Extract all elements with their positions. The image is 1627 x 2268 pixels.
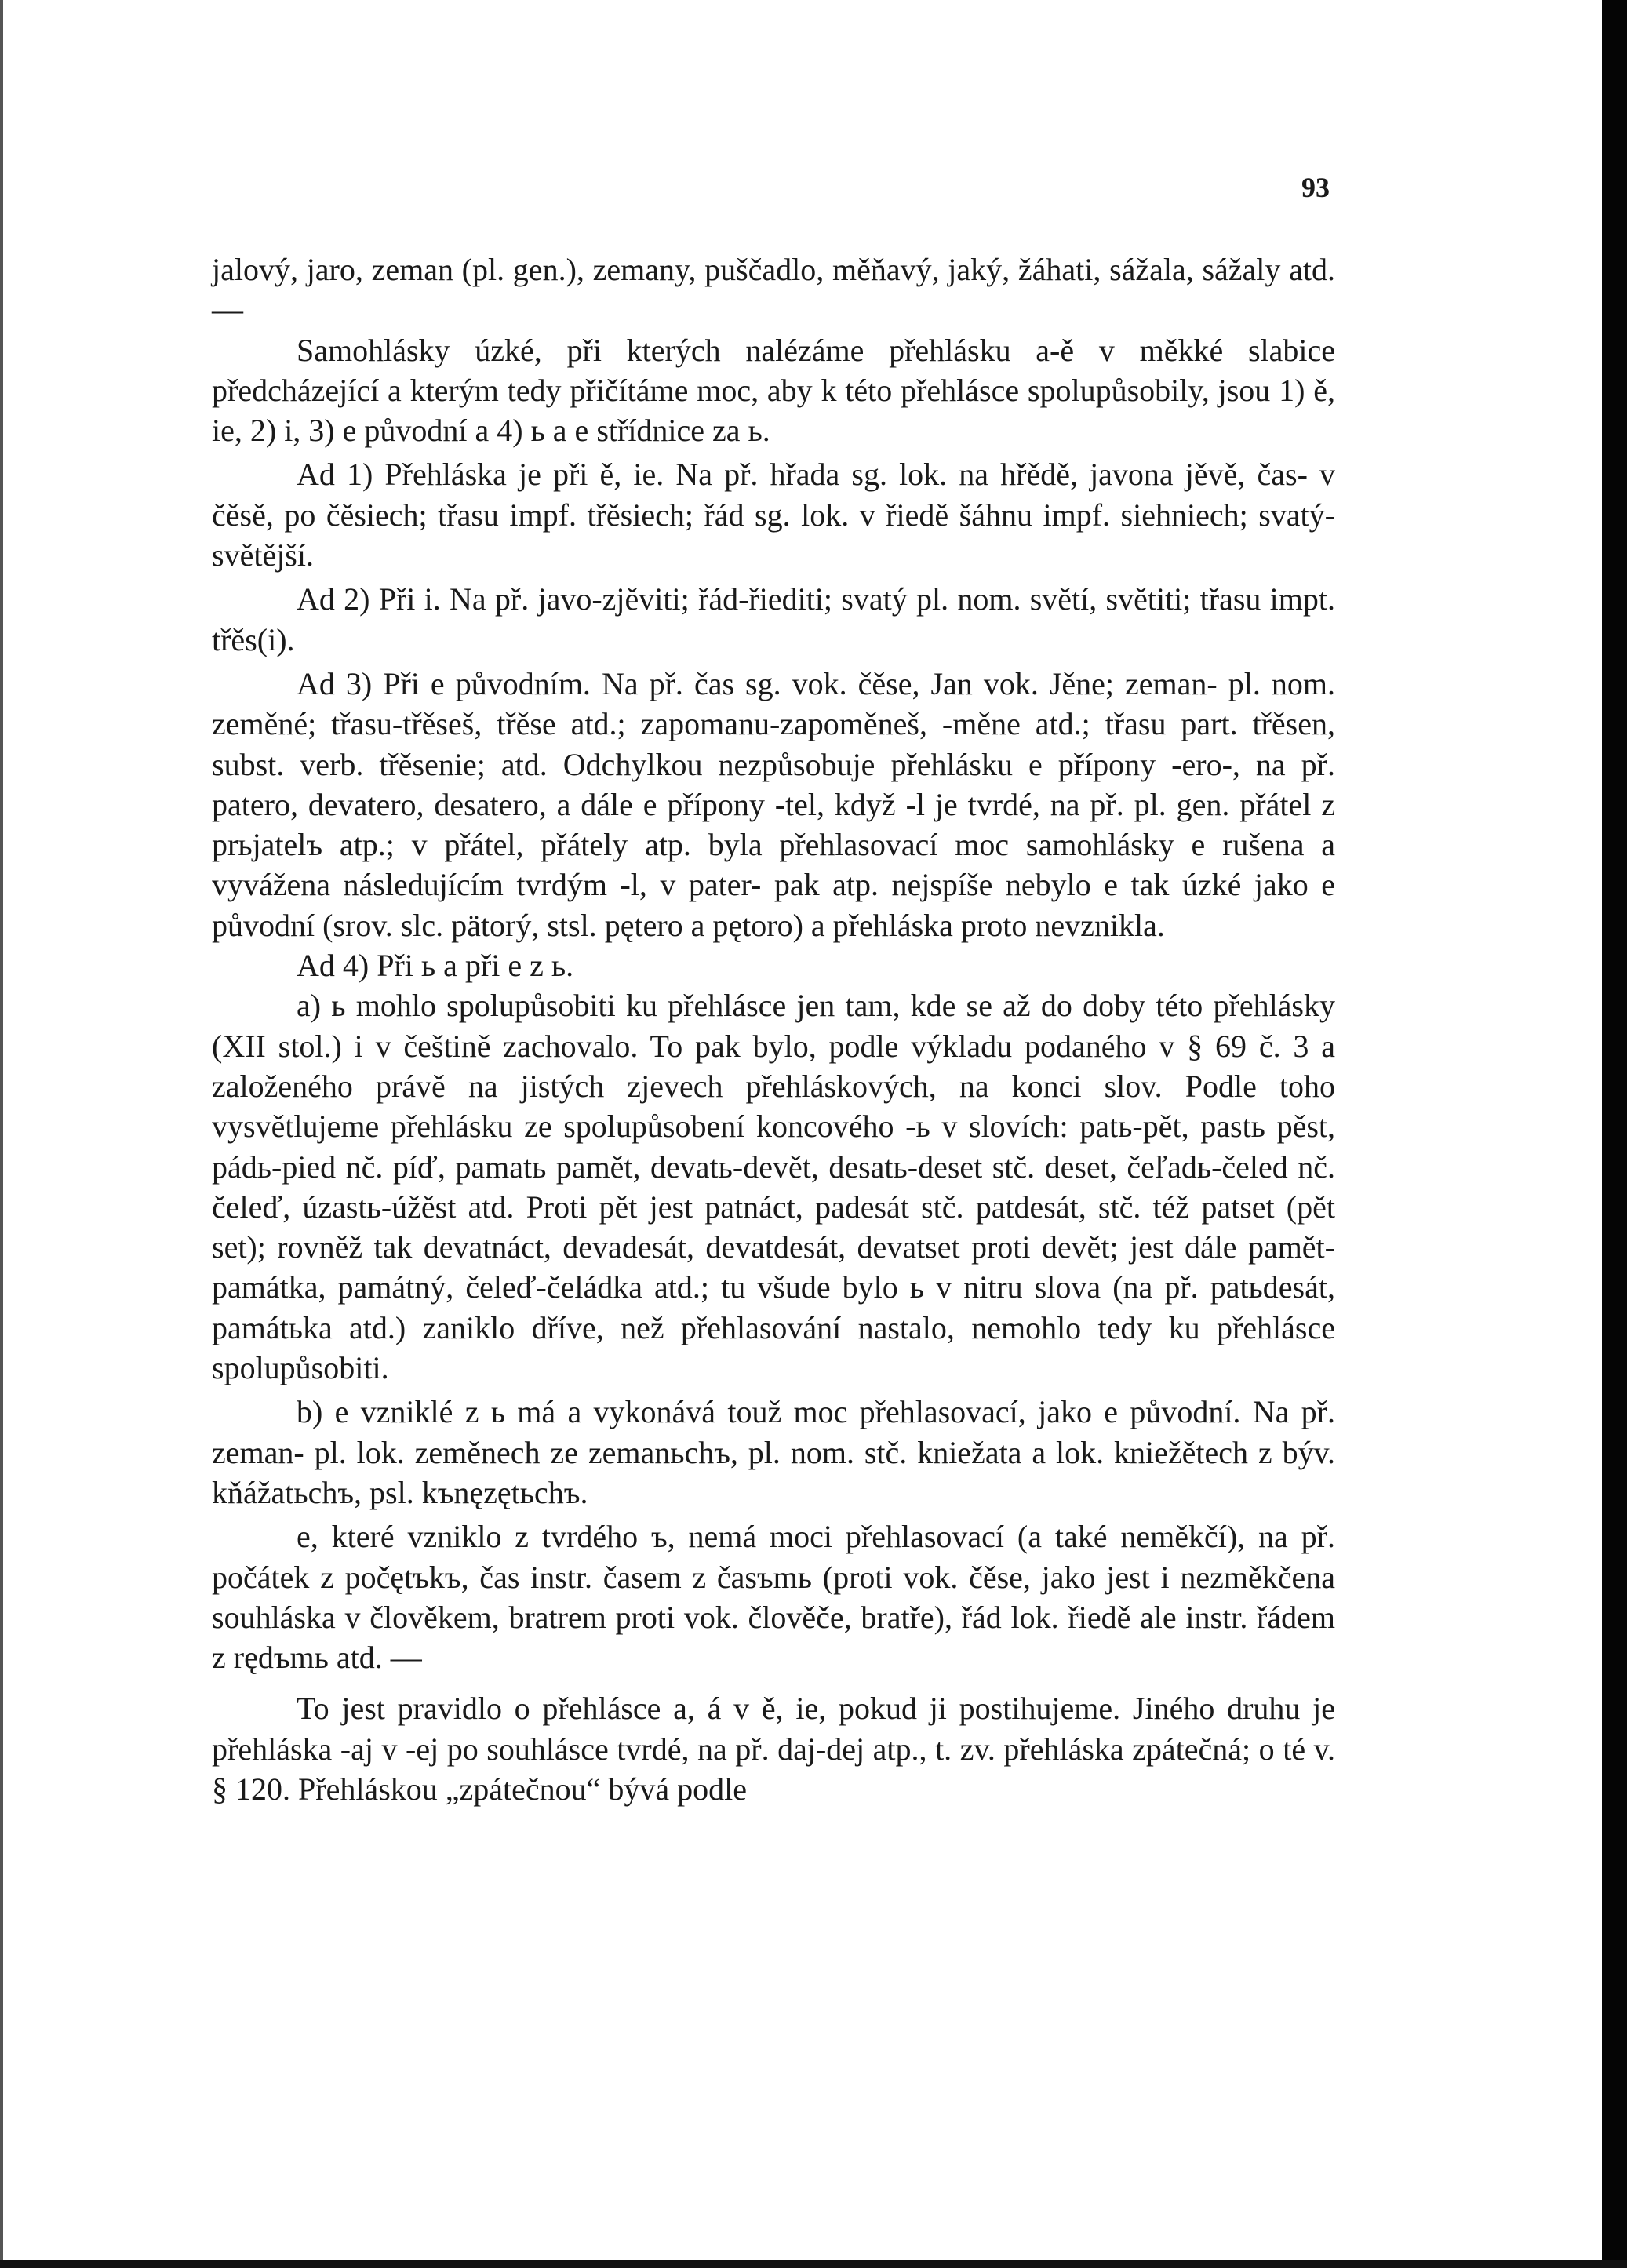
paragraph-4: Ad 2) Při i. Na př. javo-zjěviti; řád-řiediti; svatý pl. nom. světí, světiti; třasu impt. třěs(i). (212, 581, 1335, 657)
paragraph-9: e, které vzniklo z tvrdého ъ, nemá moci přehlasovací (a také neměkčí), na př. počátek z počętъkъ, čas instr. časem z časъmь (proti vok. čěse, jako jest i nezměkčena souhláska v člověkem, bratrem proti vok. člověče, bratře), řád lok. řiedě ale instr. řádem z rędъmь atd. — (212, 1519, 1335, 1676)
paragraph-7: a) ь mohlo spolupůsobiti ku přehlásce jen tam, kde se až do doby této přehlásky (XII stol.) i v češtině zachovalo. To pak bylo, podle výkladu podaného v § 69 č. 3 a založeného právě na jistých zjevech přehláskových, na konci slov. Podle toho vysvětlujeme přehlásku ze spolupůsobení koncového -ь v slovích: pаtь-pět, раstь pěst, pádь-pied nč. píď, pamatь pamět, devatь-devět, desatь-deset stč. deset, čeľadь-čeled nč. čeleď, úzastь-úžěst atd. Proti pět jest patnáct, padesát stč. patdesát, stč. též patset (pět set); rovněž tak devatnáct, devadesát, devatdesát, devatset proti devět; jest dále pamět-památka, památný, čeleď-čeládka atd.; tu všude bylo ь v nitru slova (na př. patьdesát, památьka atd.) zaniklo dříve, než přehlasování nastalo, nemohlo tedy ku přehlásce spolupůsobiti. (212, 988, 1336, 1386)
scan-edge-bottom (0, 2260, 1627, 2268)
paragraph-2: Samohlásky úzké, při kterých nalézáme přehlásku a-ě v měkké slabice předcházející a kterým tedy přičítáme moc, aby k této přehlásce spolupůsobily, jsou 1) ě, ie, 2) i, 3) e původní a 4) ь a e střídnice za ь. (212, 332, 1335, 449)
page-body (212, 249, 1335, 1809)
paragraph-1: jalový, jaro, zeman (pl. gen.), zemany, puščadlo, měňavý, jaký, žáhati, sážala, sážaly atd. — (212, 252, 1335, 328)
paragraph-3: Ad 1) Přehláska je při ě, ie. Na př. hřada sg. lok. na hřědě, javona jěvě, čas- v čěsě, po čěsiech; třasu impf. třěsiech; řád sg. lok. v řiedě šáhnu impf. siehniech; svatý-světější. (212, 457, 1335, 573)
paragraph-5: Ad 3) Při e původním. Na př. čas sg. vok. čěse, Jan vok. Jěne; zeman- pl. nom. zeměné; třasu-třěseš, třěse atd.; zapomanu-zapoměneš, -měne atd.; třasu part. třěsen, subst. verb. třěsenie; atd. Odchylkou nezpůsobuje přehlásku e přípony -ero-, na př. patero, devatero, desatero, a dále e přípony -tel, když -l je tvrdé, na př. pl. gen. přátel z prьjatelъ atp.; v přátel, přátely atp. byla přehlasovací moc samohlásky e rušena a vyvážena následujícím tvrdým -l, v pater- pak atp. nejspíše nebylo e tak úzké jako e původní (srov. slc. pätorý, stsl. pętero a pętoro) a přehláska proto nevznikla. (212, 665, 1335, 943)
scan-edge-left (0, 0, 3, 2268)
paragraph-6: Ad 4) Při ь a při e z ь. (297, 948, 574, 984)
page-number: 93 (1301, 172, 1330, 203)
paragraph-10: To jest pravidlo o přehlásce a, á v ě, ie, pokud ji postihujeme. Jiného druhu je přehláska -aj v -ej po souhlásce tvrdé, na př. daj-dej atp., t. zv. přehláska zpátečná; o té v. § 120. Přehláskou „zpátečnou“ bývá podle (212, 1691, 1335, 1807)
scan-edge-right (1602, 0, 1627, 2268)
paragraph-8: b) e vzniklé z ь má a vykonává touž moc přehlasovací, jako e původní. Na př. zeman- pl. lok. zeměnech ze zemanьchъ, pl. nom. stč. kniežata a lok. kniežětech z býv. kňážatьchъ, psl. kъnęzętьchъ. (212, 1394, 1335, 1510)
